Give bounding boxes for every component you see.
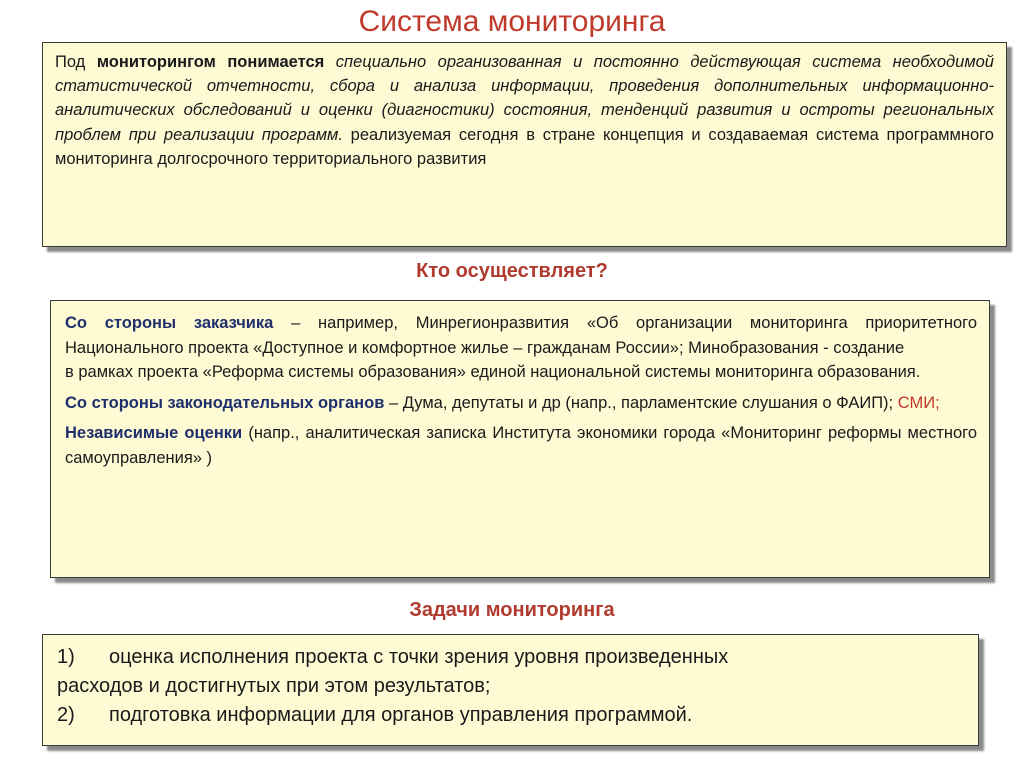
legislative-paragraph — [65, 391, 977, 416]
task-line-2 — [57, 701, 966, 730]
legislative-text: – Дума, депутаты и др (напр., парламентские слушания о ФАИП); — [388, 393, 894, 412]
task-number: 1) — [57, 646, 75, 668]
independent-label: Независимые оценки — [65, 424, 243, 442]
task-line-1-cont — [57, 672, 966, 701]
who-box — [50, 300, 990, 578]
definition-plain: реализуемая сегодня в стране концепция и создаваемая система программного мониторинга долгосрочного территориального развития — [55, 125, 994, 168]
task-text: расходов и достигнутых при этом результатов; — [57, 675, 491, 697]
customer-label: Со стороны заказчика — [65, 314, 274, 332]
definition-italic: специально организованная и постоянно действующая система необходимой статистической отчетности, сбора и анализа информации, проведения дополнительных информационно-аналитических обследований и оценки (диагностики) состояния, тенденций развития и остроты региональных проблем при реализации программ. — [55, 53, 994, 144]
independent-text: (напр., аналитическая записка Института экономики города «Мониторинг реформы местного самоуправления» ) — [65, 424, 977, 467]
definition-prefix: Под — [55, 53, 86, 71]
who-heading: Кто осуществляет? — [416, 260, 608, 282]
customer-paragraph-cont — [65, 360, 977, 385]
tasks-box — [42, 634, 979, 746]
definition-paragraph — [55, 50, 994, 171]
customer-paragraph — [65, 311, 977, 360]
independent-paragraph — [65, 421, 977, 470]
tasks-heading: Задачи мониторинга — [409, 599, 615, 621]
task-text: подготовка информации для органов управления программой. — [109, 704, 693, 726]
definition-box — [42, 42, 1007, 247]
legislative-label: Со стороны законодательных органов — [65, 393, 385, 412]
definition-term: мониторингом понимается — [96, 53, 325, 71]
slide-title: Система мониторинга — [358, 5, 666, 38]
customer-text-2: в рамках проекта «Реформа системы образования» единой национальной системы мониторинга образования. — [65, 363, 921, 381]
task-line-1 — [57, 643, 966, 672]
customer-text: – например, Минрегионразвития «Об организации мониторинга приоритетного Национального проекта «Доступное и комфортное жилье – гражданам России»; Минобразования - создание — [65, 314, 977, 357]
task-text: оценка исполнения проекта с точки зрения уровня произведенных — [109, 646, 729, 668]
media-label: СМИ; — [897, 393, 940, 412]
task-number: 2) — [57, 704, 75, 726]
